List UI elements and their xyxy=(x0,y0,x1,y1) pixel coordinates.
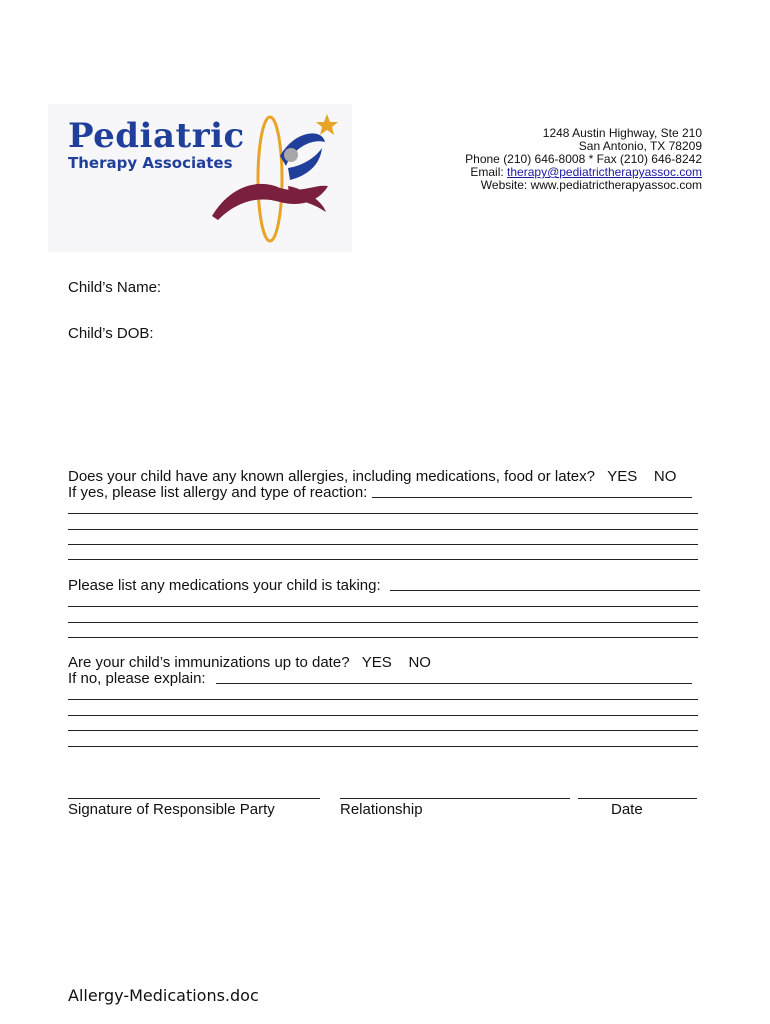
allergy-no-option[interactable]: NO xyxy=(653,468,677,485)
allergy-line[interactable] xyxy=(68,544,698,545)
medications-label: Please list any medications your child is taking: xyxy=(68,577,381,594)
logo-title: Pediatric xyxy=(68,116,245,156)
immunization-line[interactable] xyxy=(68,730,698,731)
date-label: Date xyxy=(611,801,643,818)
email-label: Email: xyxy=(470,165,504,179)
immunization-question xyxy=(68,654,431,671)
document-filename: Allergy-Medications.doc xyxy=(68,986,259,1005)
allergy-line[interactable] xyxy=(68,513,698,514)
email-link[interactable]: therapy@pediatrictherapyassoc.com xyxy=(507,165,702,179)
website-line: Website: www.pediatrictherapyassoc.com xyxy=(480,178,702,192)
immunization-no-option[interactable]: NO xyxy=(408,654,431,671)
medications-line[interactable] xyxy=(68,637,698,638)
allergy-question-text: Does your child have any known allergies, including medications, food or latex? xyxy=(68,468,595,485)
medications-line[interactable] xyxy=(68,606,698,607)
allergy-list-line[interactable] xyxy=(372,497,692,498)
medications-first-line[interactable] xyxy=(390,590,700,591)
allergy-list-label: If yes, please list allergy and type of reaction: xyxy=(68,484,368,501)
relationship-line[interactable] xyxy=(340,798,570,799)
practice-address-block xyxy=(465,127,702,192)
child-dob-label: Child’s DOB: xyxy=(68,325,154,342)
allergy-question xyxy=(68,468,676,485)
address-city: San Antonio, TX 78209 xyxy=(578,139,702,153)
phone-fax: Phone (210) 646-8008 * Fax (210) 646-8242 xyxy=(465,152,702,166)
immunization-line[interactable] xyxy=(68,699,698,700)
allergy-line[interactable] xyxy=(68,529,698,530)
logo-subtitle: Therapy Associates xyxy=(68,154,233,172)
allergy-yes-option[interactable]: YES xyxy=(607,468,638,485)
relationship-label: Relationship xyxy=(340,801,423,818)
immunization-line[interactable] xyxy=(68,715,698,716)
date-line[interactable] xyxy=(578,798,697,799)
signature-line[interactable] xyxy=(68,798,320,799)
immunization-question-text: Are your child’s immunizations up to date? xyxy=(68,654,350,671)
immunization-yes-option[interactable]: YES xyxy=(361,654,392,671)
logo-figure-icon xyxy=(210,108,350,248)
address-street: 1248 Austin Highway, Ste 210 xyxy=(542,126,702,140)
immunization-line[interactable] xyxy=(68,746,698,747)
allergy-line[interactable] xyxy=(68,559,698,560)
immunization-explain-label: If no, please explain: xyxy=(68,670,206,687)
immunization-explain-line[interactable] xyxy=(216,683,692,684)
medications-line[interactable] xyxy=(68,622,698,623)
signature-label: Signature of Responsible Party xyxy=(68,801,275,818)
child-name-label: Child’s Name: xyxy=(68,279,162,296)
